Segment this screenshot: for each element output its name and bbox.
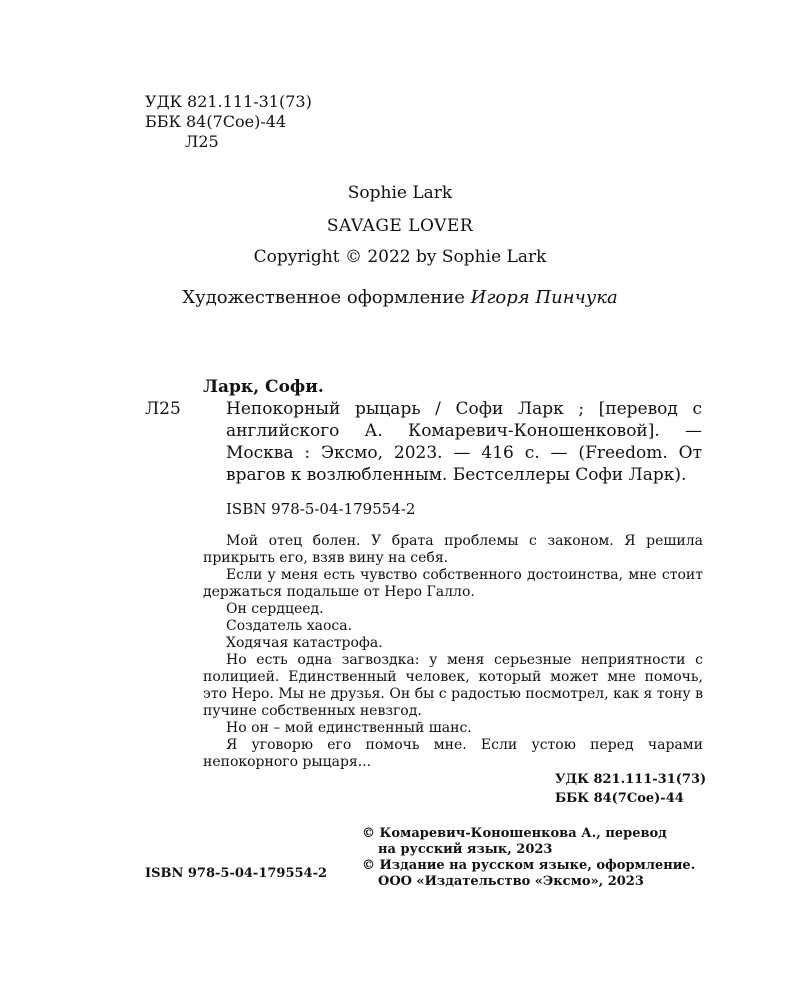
annotation-paragraph: Если у меня есть чувство собственного достоинства, мне стоит держаться подальше от Неро Галло. bbox=[203, 567, 703, 600]
bbk-code: ББК 84(7Сое)-44 bbox=[145, 112, 287, 131]
bbk-code-bottom: ББК 84(7Сое)-44 bbox=[555, 791, 684, 806]
classification-codes bbox=[145, 92, 312, 152]
translation-rights: © Комаревич-Коношенкова А., перевод bbox=[362, 826, 667, 841]
biblio-entry bbox=[145, 398, 702, 486]
rights-notice bbox=[362, 826, 695, 890]
design-credit bbox=[0, 287, 800, 309]
translation-rights-cont: на русский язык, 2023 bbox=[378, 842, 553, 857]
biblio-author-sign: Л25 bbox=[145, 399, 181, 419]
author-sign: Л25 bbox=[185, 132, 219, 151]
annotation-paragraph: Я уговорю его помочь мне. Если устою перед чарами непокорного рыцаря... bbox=[203, 737, 703, 770]
design-credit-prefix: Художественное оформление bbox=[182, 287, 465, 308]
bibliographic-record bbox=[145, 376, 702, 520]
copyright-line: Copyright © 2022 by Sophie Lark bbox=[253, 247, 547, 267]
biblio-isbn: ISBN 978-5-04-179554-2 bbox=[226, 500, 416, 518]
annotation-paragraph: Ходячая катастрофа. bbox=[226, 635, 383, 651]
classification-codes-bottom bbox=[555, 770, 706, 808]
edition-rights: © Издание на русском языке, оформление. bbox=[362, 858, 696, 873]
biblio-description: Непокорный рыцарь / Софи Ларк ; [перевод с английского А. Комаревич-Коношенковой]. — Москва : Эксмо, 2023. — 416 с. — (Freedom. От врагов к возлюбленным. Бестселлеры Софи Ларк). bbox=[226, 399, 702, 485]
annotation-paragraph: Мой отец болен. У брата проблемы с законом. Я решила прикрыть его, взяв вину на себя. bbox=[203, 533, 703, 566]
designer-name: Игоря Пинчука bbox=[470, 287, 618, 308]
annotation-paragraph: Создатель хаоса. bbox=[226, 618, 353, 634]
edition-rights-cont: ООО «Издательство «Эксмо», 2023 bbox=[378, 874, 644, 889]
annotation-paragraph: Но есть одна загвоздка: у меня серьезные неприятности с полицией. Единственный человек, который может мне помочь, это Неро. Мы не друзья. Он бы с радостью посмотрел, как я тону в пучине собственных невзгод. bbox=[203, 652, 703, 719]
footer-isbn: ISBN 978-5-04-179554-2 bbox=[145, 866, 328, 881]
original-title: SAVAGE LOVER bbox=[326, 216, 474, 236]
annotation-paragraph: Он сердцеед. bbox=[226, 601, 324, 617]
udk-code-bottom: УДК 821.111-31(73) bbox=[555, 772, 707, 787]
original-author: Sophie Lark bbox=[347, 183, 453, 203]
annotation bbox=[203, 533, 703, 771]
biblio-heading: Ларк, Софи. bbox=[203, 377, 324, 397]
annotation-paragraph: Но он – мой единственный шанс. bbox=[226, 720, 472, 736]
udk-code: УДК 821.111-31(73) bbox=[145, 92, 312, 111]
